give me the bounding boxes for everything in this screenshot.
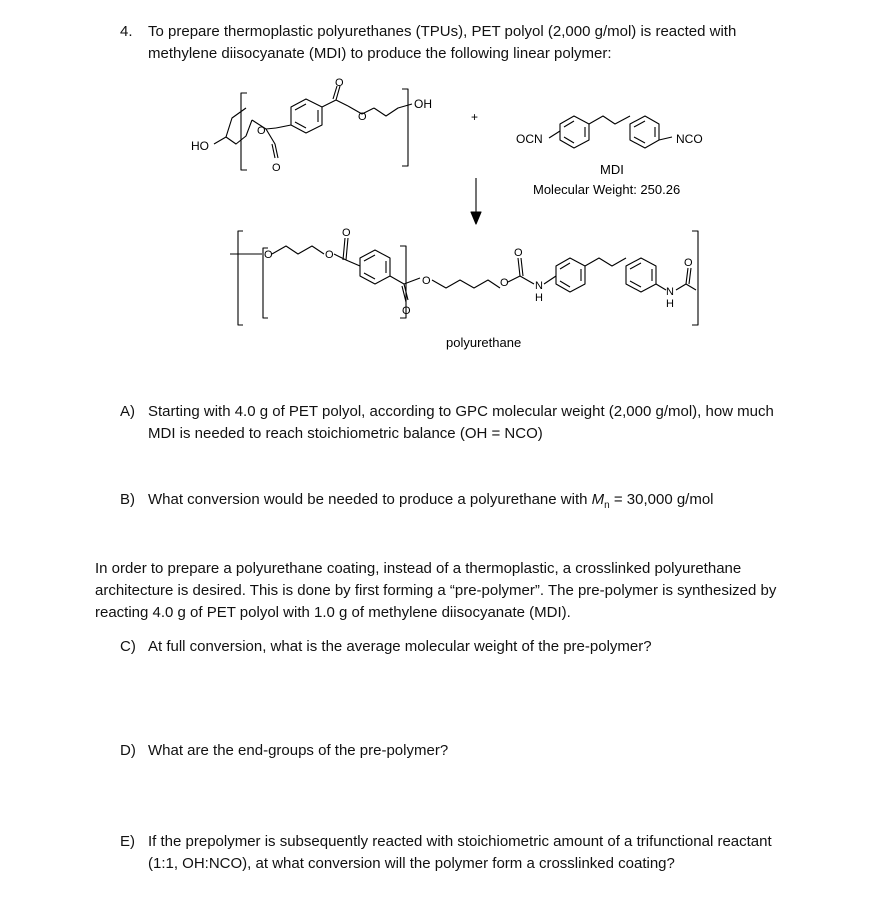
- part-b-text-post: = 30,000 g/mol: [609, 491, 714, 508]
- atom-o: O: [514, 247, 523, 259]
- pet-polyol-structure: [214, 86, 412, 170]
- question-intro-line2: methylene diisocyanate (MDI) to produce the following linear polymer:: [148, 45, 612, 62]
- mn-subscript: n: [604, 500, 610, 511]
- part-d-letter: D): [120, 742, 136, 759]
- part-c-text: At full conversion, what is the average molecular weight of the pre-polymer?: [148, 638, 652, 655]
- question-intro-line1: To prepare thermoplastic polyurethanes (TPUs), PET polyol (2,000 g/mol) is reacted with: [148, 23, 737, 40]
- part-a-line1: Starting with 4.0 g of PET polyol, according to GPC molecular weight (2,000 g/mol), how much: [148, 403, 774, 420]
- atom-o: O: [684, 257, 693, 269]
- atom-o: O: [402, 305, 411, 317]
- part-b-text: [148, 489, 714, 517]
- atom-o: O: [335, 77, 344, 89]
- part-e-line2: (1:1, OH:NCO), at what conversion will the polymer form a crosslinked coating?: [148, 855, 675, 872]
- part-d-text: What are the end-groups of the pre-polymer?: [148, 742, 449, 759]
- atom-o: O: [500, 277, 509, 289]
- mdi-molecular-weight: Molecular Weight: 250.26: [533, 182, 681, 197]
- prepolymer-paragraph-line3: reacting 4.0 g of PET polyol with 1.0 g of methylene diisocyanate (MDI).: [95, 604, 571, 621]
- plus-sign: +: [471, 110, 479, 124]
- part-a-letter: A): [120, 403, 135, 420]
- atom-h: H: [666, 298, 674, 310]
- mn-symbol: M: [591, 491, 605, 508]
- atom-o: O: [422, 275, 431, 287]
- mdi-structure: [549, 116, 672, 148]
- reaction-scheme: [0, 0, 881, 360]
- part-e-line1: If the prepolymer is subsequently reacted with stoichiometric amount of a trifunctional reactant: [148, 833, 772, 850]
- atom-n: N: [535, 280, 543, 292]
- part-a-line2: MDI is needed to reach stoichiometric balance (OH = NCO): [148, 425, 543, 442]
- polyurethane-label: polyurethane: [446, 335, 522, 350]
- mdi-ocn-label: OCN: [516, 132, 543, 146]
- polyurethane-structure: [230, 231, 698, 325]
- atom-o: O: [257, 125, 266, 137]
- atom-o: O: [358, 111, 367, 123]
- part-b-text-pre: What conversion would be needed to produce a polyurethane with: [148, 491, 592, 508]
- polyol-oh-label: OH: [414, 97, 432, 111]
- atom-o: O: [264, 249, 273, 261]
- part-e-letter: E): [120, 833, 135, 850]
- mdi-name-label: MDI: [600, 162, 624, 177]
- prepolymer-paragraph-line1: In order to prepare a polyurethane coating, instead of a thermoplastic, a crosslinked polyurethane: [95, 560, 742, 577]
- atom-n: N: [666, 286, 674, 298]
- atom-o: O: [325, 249, 334, 261]
- part-c-letter: C): [120, 638, 136, 655]
- question-number: 4.: [120, 23, 133, 40]
- atom-o: O: [272, 162, 281, 174]
- prepolymer-paragraph-line2: architecture is desired. This is done by first forming a “pre-polymer”. The pre-polymer is synthesized by: [95, 582, 777, 599]
- polyol-ho-label: HO: [191, 139, 209, 153]
- atom-o: O: [342, 227, 351, 239]
- reaction-arrow: [471, 178, 481, 224]
- mdi-nco-label: NCO: [676, 132, 703, 146]
- part-b-letter: B): [120, 491, 135, 508]
- atom-h: H: [535, 292, 543, 304]
